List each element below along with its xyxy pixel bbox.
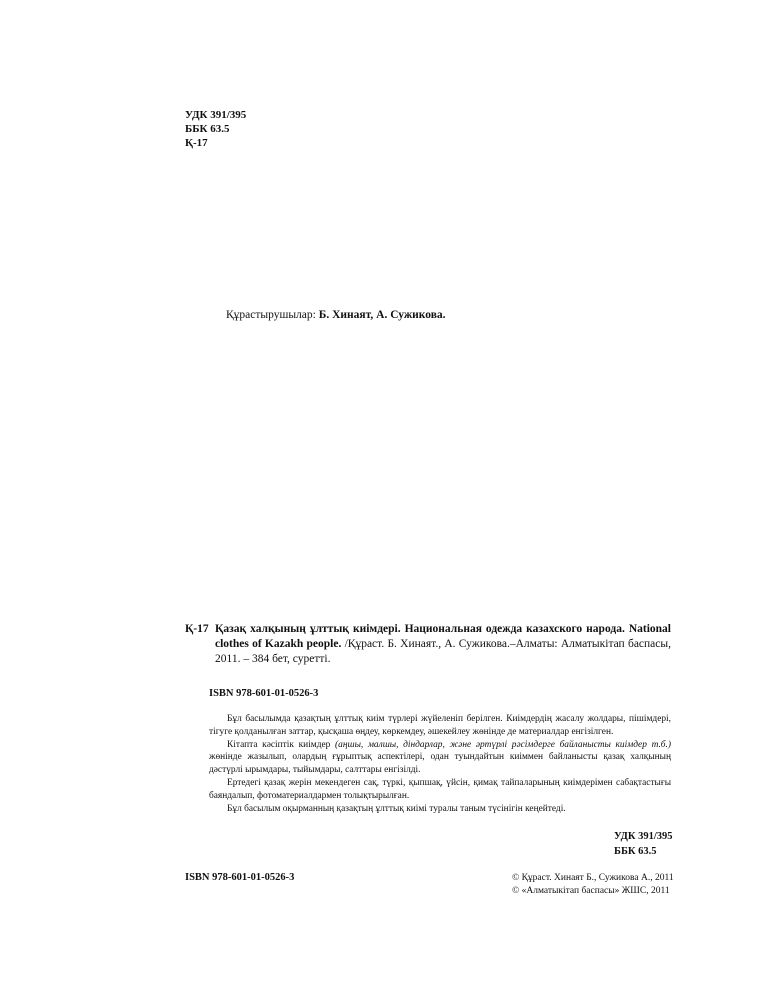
bottom-udk-code: УДК 391/395 (614, 831, 673, 842)
annotation-paragraph-2 (209, 739, 671, 777)
compilers-label: Құрастырушылар: (226, 309, 316, 321)
copyright-block (512, 872, 674, 898)
copyright-line-1: © Құраст. Хинаят Б., Сужикова А., 2011 (512, 873, 674, 883)
classification-codes (185, 108, 246, 150)
catalog-code: Қ-17 (185, 623, 209, 635)
annotation-paragraph-4: Бұл басылым оқырманның қазақтың ұлттық киімі туралы таным түсінігін кеңейтеді. (227, 803, 566, 814)
udk-code: УДК 391/395 (185, 109, 247, 121)
annotation-paragraph-1: Бұл басылымда қазақтың ұлттық киім түрлері жүйеленіп берілген. Киімдердің жасалу жолдары, пішімдері, тігуге қолданылған заттар, қысқаша өңдеу, көркемдеу, әшекейлеу жөнінде де материалдар енгізілген. (209, 714, 671, 737)
bbk-code: ББК 63.5 (185, 123, 230, 135)
catalog-details: /Құраст. Б. Хинаят., А. Сужикова.–Алматы: Алматыкітап баспасы, 2011. – 384 бет, суретті. (215, 638, 671, 665)
annotation-p2-end: жөнінде жазылып, олардың ғұрыптық аспектілері, одан туындайтын киіммен байланысты қазақ халқының дәстүрлі ырымдары, тыйымдары, салттары енгізілді. (209, 752, 671, 776)
compilers-line (226, 309, 446, 321)
isbn-bottom: ISBN 978-601-01-0526-3 (185, 872, 295, 883)
catalog-title: Қазақ халқының ұлттық киімдері. Национальная одежда казахского народа. National clothes of Kazakh people. (215, 623, 671, 650)
annotation-paragraph-3: Ертедегі қазақ жерін мекендеген сақ, түркі, қыпшақ, үйсін, қимақ тайпаларының киімдерімен сабақтастығы баяндалып, фотоматериалдармен толықтырылған. (209, 777, 671, 801)
bottom-classification-codes (614, 829, 673, 859)
isbn-top: ISBN 978-601-01-0526-3 (209, 688, 319, 699)
annotation-p2-start: Кітапта кәсіптік киімдер (227, 739, 336, 750)
author-mark: Қ-17 (185, 137, 208, 149)
bottom-bbk-code: ББК 63.5 (614, 846, 657, 857)
compilers-names: Б. Хинаят, А. Сужикова. (318, 309, 446, 321)
annotation-p2-italic: (аңшы, малшы, діндарлар, және әртүрлі рәсімдерге байланысты киімдер т.б.) (335, 739, 671, 750)
catalog-text (215, 622, 671, 667)
catalog-entry (185, 622, 671, 667)
annotation (209, 713, 671, 815)
copyright-line-2: © «Алматыкітап баспасы» ЖШС, 2011 (512, 886, 670, 896)
